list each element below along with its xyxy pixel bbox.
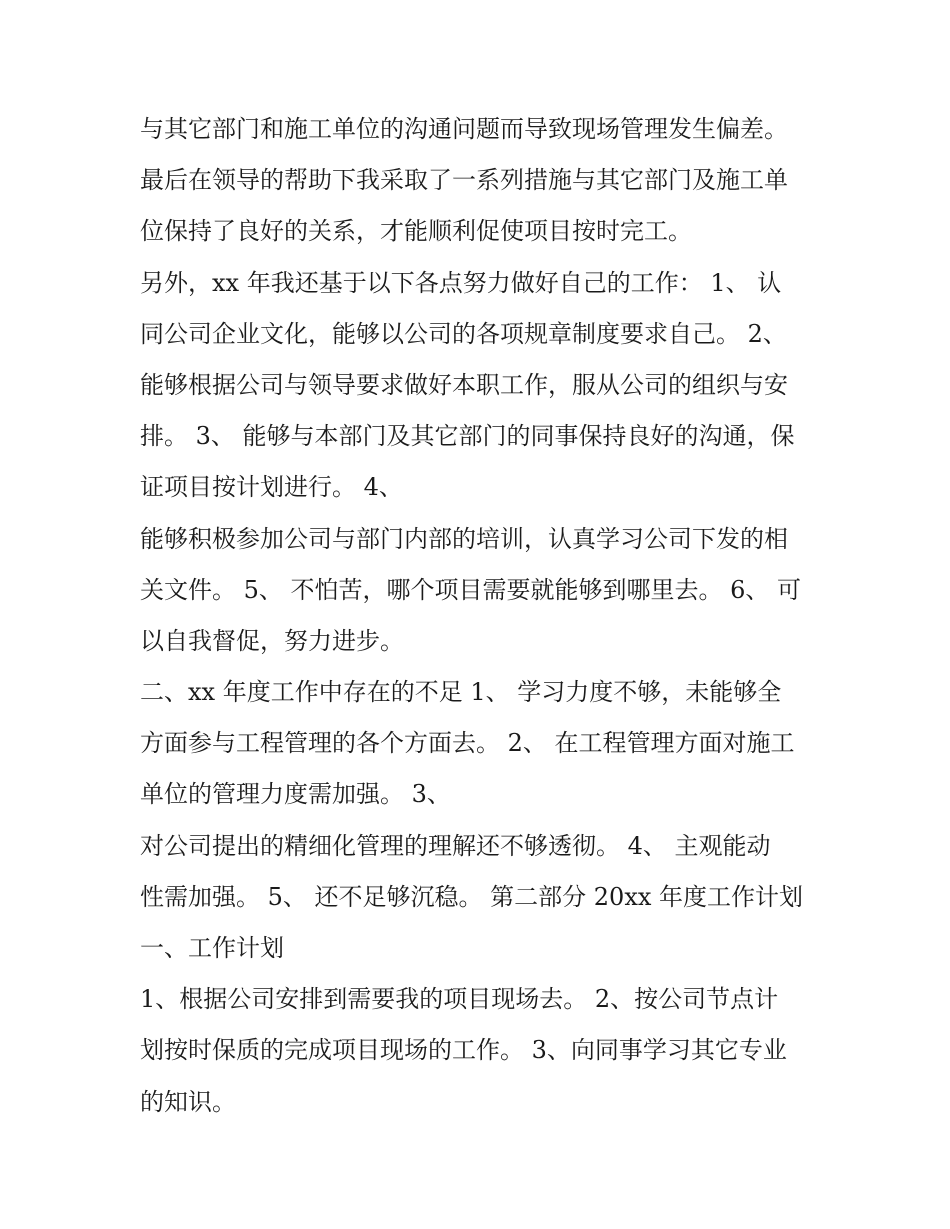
text-line: 一、工作计划 [140, 934, 284, 962]
text-line: 能够积极参加公司与部门内部的培训，认真学习公司下发的相 [140, 524, 788, 553]
text-line: 另外，xx 年我还基于以下各点努力做好自己的工作： 1、 认 [140, 268, 782, 297]
text-line: 单位的管理力度需加强。 3、 [140, 780, 451, 809]
text-line: 对公司提出的精细化管理的理解还不够透彻。 4、 主观能动 [140, 831, 771, 860]
text-line: 最后在领导的帮助下我采取了一系列措施与其它部门及施工单 [140, 166, 788, 195]
text-line: 与其它部门和施工单位的沟通问题而导致现场管理发生偏差。 [140, 115, 788, 143]
text-line: 方面参与工程管理的各个方面去。 2、 在工程管理方面对施工 [140, 729, 795, 758]
text-line: 以自我督促，努力进步。 [140, 626, 404, 655]
text-line: 1、根据公司安排到需要我的项目现场去。 2、按公司节点计 [140, 985, 779, 1014]
text-line: 划按时保质的完成项目现场的工作。 3、向同事学习其它专业 [140, 1036, 787, 1065]
text-line: 的知识。 [140, 1087, 236, 1116]
text-line: 能够根据公司与领导要求做好本职工作，服从公司的组织与安 [140, 370, 788, 399]
text-line: 证项目按计划进行。 4、 [140, 473, 403, 502]
text-line: 性需加强。 5、 还不足够沉稳。 第二部分 20xx 年度工作计划 [140, 882, 804, 911]
text-line: 位保持了良好的关系，才能顺利促使项目按时完工。 [140, 217, 692, 246]
text-line: 排。 3、 能够与本部门及其它部门的同事保持良好的沟通，保 [140, 422, 795, 451]
text-line: 关文件。 5、 不怕苦，哪个项目需要就能够到哪里去。 6、 可 [140, 575, 802, 604]
body-text [140, 104, 830, 1128]
text-line: 同公司企业文化，能够以公司的各项规章制度要求自己。 2、 [140, 319, 787, 348]
text-line: 二、xx 年度工作中存在的不足 1、 学习力度不够，未能够全 [140, 678, 782, 707]
